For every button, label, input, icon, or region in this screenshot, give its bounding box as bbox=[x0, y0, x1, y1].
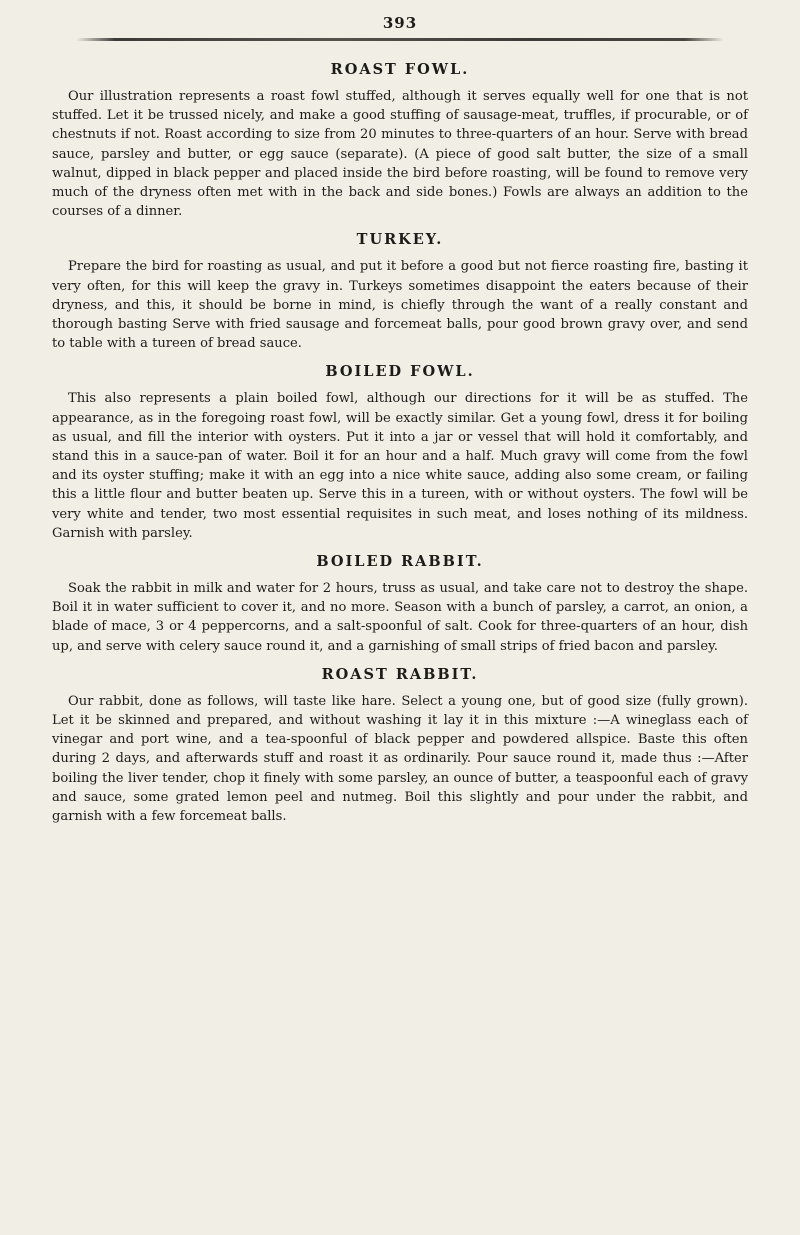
page-number: 393 bbox=[382, 14, 418, 32]
recipe-paragraph: Soak the rabbit in milk and water for 2 hours, truss as usual, and take care not to destroy the shape. Boil it in water sufficient to cover it, and no more. Season with a bunch of parsley, a carrot, an onion, a blade of mace, 3 or 4 peppercorns, and a salt-spoonful of salt. Cook for three-quarters of an hour, dish up, and serve with celery sauce round it, and a garnishing of small strips of fried bacon and parsley. bbox=[52, 581, 748, 654]
recipe-paragraph: Prepare the bird for roasting as usual, and put it before a good but not fierce roasting fire, basting it very often, for this will keep the gravy in. Turkeys sometimes disappoint the eaters because of their dryness, and this, it should be borne in mind, is chiefly through the want of a really constant and thorough basting Serve with fried sausage and forcemeat balls, pour good brown gravy over, and send to table with a tureen of bread sauce. bbox=[52, 259, 748, 352]
recipe-boiled-rabbit bbox=[52, 553, 748, 656]
recipe-boiled-fowl bbox=[52, 363, 748, 543]
recipe-heading: ROAST RABBIT. bbox=[321, 665, 479, 683]
recipe-paragraph: This also represents a plain boiled fowl, although our directions for it will be as stuffed. The appearance, as in the foregoing roast fowl, will be exactly similar. Get a young fowl, dress it for boiling as usual, and fill the interior with oysters. Put it into a jar or vessel that will hold it comfortably, and stand this in a sauce-pan of water. Boil it for an hour and a half. Much gravy will come from the fowl and its oyster stuffing; make it with an egg into a nice white sauce, adding also some cream, or failing this a little flour and butter beaten up. Serve this in a tureen, with or without oysters. The fowl will be very white and tender, two most essential requisites in such meat, and loses nothing of its mildness. Garnish with parsley. bbox=[52, 391, 748, 541]
recipe-heading: BOILED FOWL. bbox=[325, 363, 475, 381]
recipe-turkey bbox=[52, 231, 748, 353]
recipe-roast-rabbit bbox=[52, 666, 748, 826]
header-rule bbox=[76, 38, 724, 41]
recipe-heading: BOILED RABBIT. bbox=[316, 553, 484, 571]
recipe-paragraph: Our illustration represents a roast fowl stuffed, although it serves equally well for one that is not stuffed. Let it be trussed nicely, and make a good stuffing of sausage-meat, truffles, if procurable, or of chestnuts if not. Roast according to size from 20 minutes to three-quarters of an hour. Serve with bread sauce, parsley and butter, or egg sauce (separate). (A piece of good salt butter, the size of a small walnut, dipped in black pepper and placed inside the bird before roasting, will be found to remove very much of the dryness often met with in the back and side bones.) Fowls are always an addition to the courses of a dinner. bbox=[52, 89, 748, 220]
recipe-paragraph: Our rabbit, done as follows, will taste like hare. Select a young one, but of good size (fully grown). Let it be skinned and prepared, and without washing it lay it in this mixture :—A wineglass each of vinegar and port wine, and a tea-spoonful of black pepper and powdered allspice. Baste this often during 2 days, and afterwards stuff and roast it as ordinarily. Pour sauce round it, made thus :—After boiling the liver tender, chop it finely with some parsley, an ounce of butter, a teaspoonful each of gravy and sauce, some grated lemon peel and nutmeg. Boil this slightly and pour under the rabbit, and garnish with a few forcemeat balls. bbox=[52, 693, 748, 825]
recipe-heading: ROAST FOWL. bbox=[330, 61, 470, 78]
recipe-heading: TURKEY. bbox=[356, 231, 444, 249]
recipe-roast-fowl bbox=[52, 61, 748, 221]
